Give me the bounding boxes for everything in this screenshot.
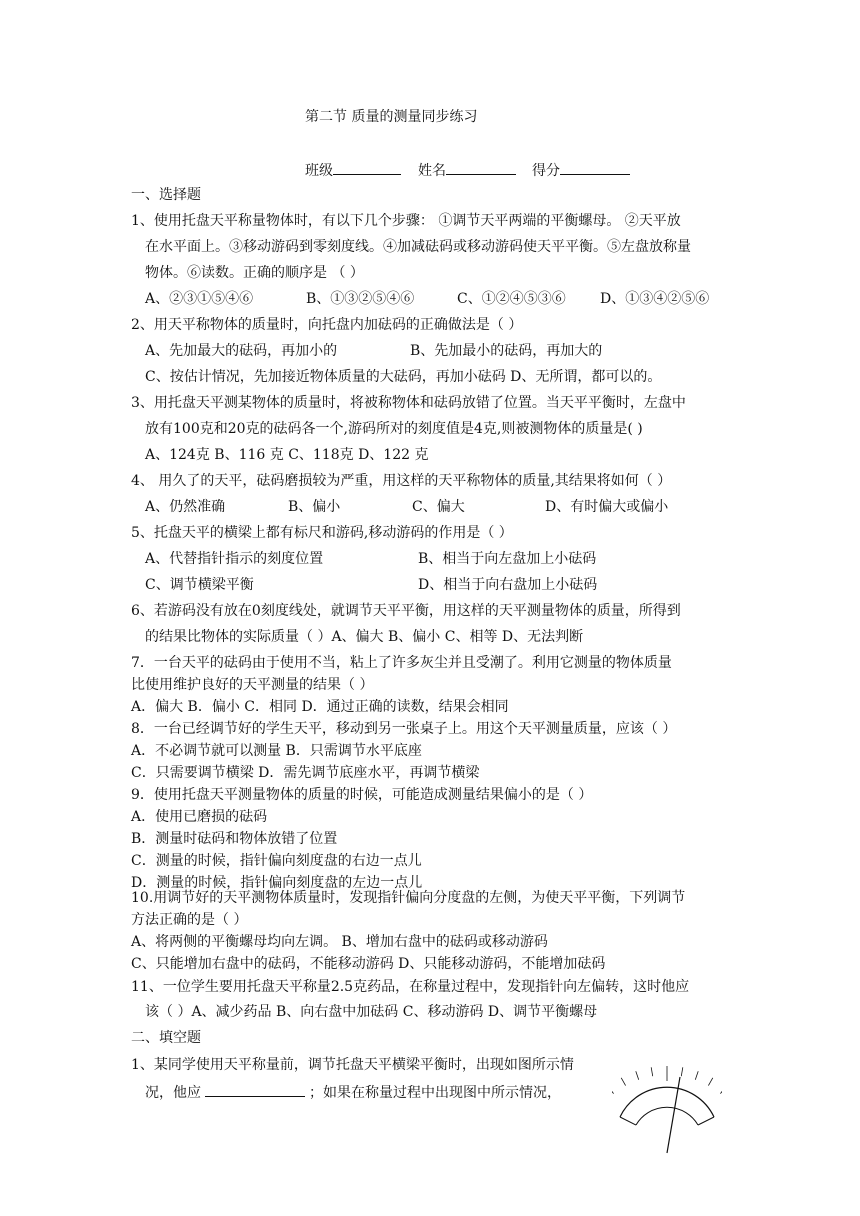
q5-option-d: D、相当于向右盘加上小砝码 — [418, 577, 598, 593]
section-fill-heading: 二、填空题 — [131, 1030, 201, 1046]
dial-tick — [720, 1087, 722, 1094]
class-field — [305, 159, 401, 181]
name-blank[interactable] — [446, 159, 516, 175]
q2-stem: 2、用天平称物体的质量时，向托盘内加砝码的正确做法是（ ） — [131, 317, 523, 333]
q4-option-b: B、偏小 — [288, 499, 341, 515]
q11-line-1: 11、一位学生要用托盘天平称量2.5克药品，在称量过程中，发现指针向左偏转，这时他应 — [131, 979, 690, 995]
q7-options: A．偏大 B．偏小 C．相同 D．通过正确的读数，结果会相同 — [131, 699, 509, 715]
q10-options-ab: A、将两侧的平衡螺母均向左调。 B、增加右盘中的砝码或移动游码 — [131, 934, 548, 950]
fill1-line-1: 1、某同学使用天平称量前，调节托盘天平横梁平衡时，出现如图所示情 — [131, 1057, 574, 1073]
q6-line-1: 6、若游码没有放在0刻度线处，就调节天平平衡，用这样的天平测量物体的质量，所得到 — [131, 603, 681, 619]
fill1-text-a: 况，他应 — [145, 1085, 201, 1101]
q3-line-2: 放有100克和20克的砝码各一个,游码所对的刻度值是4克,则被测物体的质量是( ) — [145, 421, 643, 437]
q6-line-2: 的结果比物体的实际质量（ ）A、偏大 B、偏小 C、相等 D、无法判断 — [145, 629, 584, 645]
q10-line-2: 方法正确的是（ ） — [131, 912, 248, 928]
name-field — [418, 159, 516, 181]
dial-tick — [636, 1071, 639, 1080]
class-label: 班级 — [305, 163, 333, 179]
q4-option-d: D、有时偏大或偏小 — [545, 499, 669, 515]
q9-stem: 9．使用托盘天平测量物体的质量的时候，可能造成测量结果偏小的是（ ） — [131, 787, 593, 803]
fill1-answer-blank[interactable] — [205, 1081, 305, 1097]
balance-dial-figure — [612, 1057, 722, 1157]
q9-option-c: C．测量的时候，指针偏向刻度盘的右边一点儿 — [131, 853, 422, 869]
q5-option-c: C、调节横梁平衡 — [145, 577, 254, 593]
class-blank[interactable] — [333, 159, 401, 175]
score-blank[interactable] — [560, 159, 630, 175]
dial-outer-arc — [620, 1087, 714, 1117]
q8-options-ab: A．不必调节就可以测量 B．只需调节水平底座 — [131, 743, 422, 759]
score-label: 得分 — [532, 163, 560, 179]
name-label: 姓名 — [418, 163, 446, 179]
dial-inner-arc — [636, 1107, 698, 1125]
dial-pointer — [667, 1077, 680, 1153]
q10-options-cd: C、只能增加右盘中的砝码，不能移动游码 D、只能移动游码，不能增加砝码 — [131, 956, 606, 972]
dial-left-edge — [620, 1117, 636, 1125]
q9-option-d: D．测量的时候，指针偏向刻度盘的左边一点儿 — [131, 875, 423, 891]
q4-option-a: A、仍然准确 — [145, 499, 226, 515]
dial-tick — [708, 1078, 712, 1086]
score-field — [532, 159, 630, 181]
q3-options: A、124克 B、116 克 C、118克 D、122 克 — [145, 447, 429, 463]
dial-tick — [651, 1067, 653, 1076]
q5-stem: 5、托盘天平的横梁上都有标尺和游码,移动游码的作用是（ ） — [131, 525, 513, 541]
q4-option-c: C、偏大 — [412, 499, 465, 515]
q8-stem: 8．一台已经调节好的学生天平，移动到另一张桌子上。用这个天平测量质量，应该（ ） — [131, 721, 677, 737]
fill1-line-2 — [145, 1081, 561, 1103]
q11-line-2: 该（ ）A、减少药品 B、向右盘中加砝码 C、移动游码 D、调节平衡螺母 — [145, 1004, 598, 1020]
q5-option-a: A、代替指针指示的刻度位置 — [145, 551, 324, 567]
q1-line-3: 物体。⑥读数。正确的顺序是 （ ） — [145, 265, 364, 281]
page-title: 第二节 质量的测量同步练习 — [305, 109, 478, 125]
dial-tick — [681, 1067, 683, 1076]
dial-tick — [695, 1071, 698, 1080]
dial-tick — [621, 1078, 625, 1086]
q1-option-c: C、①②④⑤③⑥ — [457, 291, 566, 307]
q1-option-a: A、②③①⑤④⑥ — [145, 291, 254, 307]
q9-option-a: A．使用已磨损的砝码 — [131, 809, 268, 825]
dial-tick — [612, 1087, 614, 1094]
q5-option-b: B、相当于向左盘加上小砝码 — [418, 551, 597, 567]
q1-line-1: 1、使用托盘天平称量物体时，有以下几个步骤： ①调节天平两端的平衡螺母。 ②天平放 — [131, 213, 681, 229]
fill1-text-b: ；如果在称量过程中出现图中所示情况， — [309, 1085, 561, 1101]
q2-option-a: A、先加最大的砝码，再加小的 — [145, 343, 338, 359]
q1-option-b: B、①③②⑤④⑥ — [306, 291, 415, 307]
q7-line-1: 7．一台天平的砝码由于使用不当，粘上了许多灰尘并且受潮了。利用它测量的物体质量 — [131, 655, 672, 671]
q4-stem: 4、 用久了的天平，砝码磨损较为严重，用这样的天平称物体的质量,其结果将如何（ ） — [131, 473, 672, 489]
q2-option-b: B、先加最小的砝码，再加大的 — [410, 343, 603, 359]
q1-line-2: 在水平面上。③移动游码到零刻度线。④加减砝码或移动游码使天平平衡。⑤左盘放称量 — [145, 239, 691, 255]
q2-options-cd: C、按估计情况，先加接近物体质量的大砝码，再加小砝码 D、无所谓，都可以的。 — [145, 369, 662, 385]
dial-right-edge — [698, 1117, 714, 1125]
q3-line-1: 3、用托盘天平测某物体的质量时，将被称物体和砝码放错了位置。当天平平衡时，左盘中 — [131, 395, 686, 411]
q1-option-d: D、①③④②⑤⑥ — [600, 291, 710, 307]
dial-ticks — [612, 1066, 722, 1118]
q9-option-b: B．测量时砝码和物体放错了位置 — [131, 831, 338, 847]
q10-line-1: 10.用调节好的天平测物体质量时，发现指针偏向分度盘的左侧，为使天平平衡，下列调节 — [131, 890, 686, 906]
q8-options-cd: C．只需要调节横梁 D．需先调节底座水平，再调节横梁 — [131, 765, 480, 781]
q7-line-2: 比使用维护良好的天平测量的结果（ ） — [131, 677, 374, 693]
section-choice-heading: 一、选择题 — [131, 187, 201, 203]
